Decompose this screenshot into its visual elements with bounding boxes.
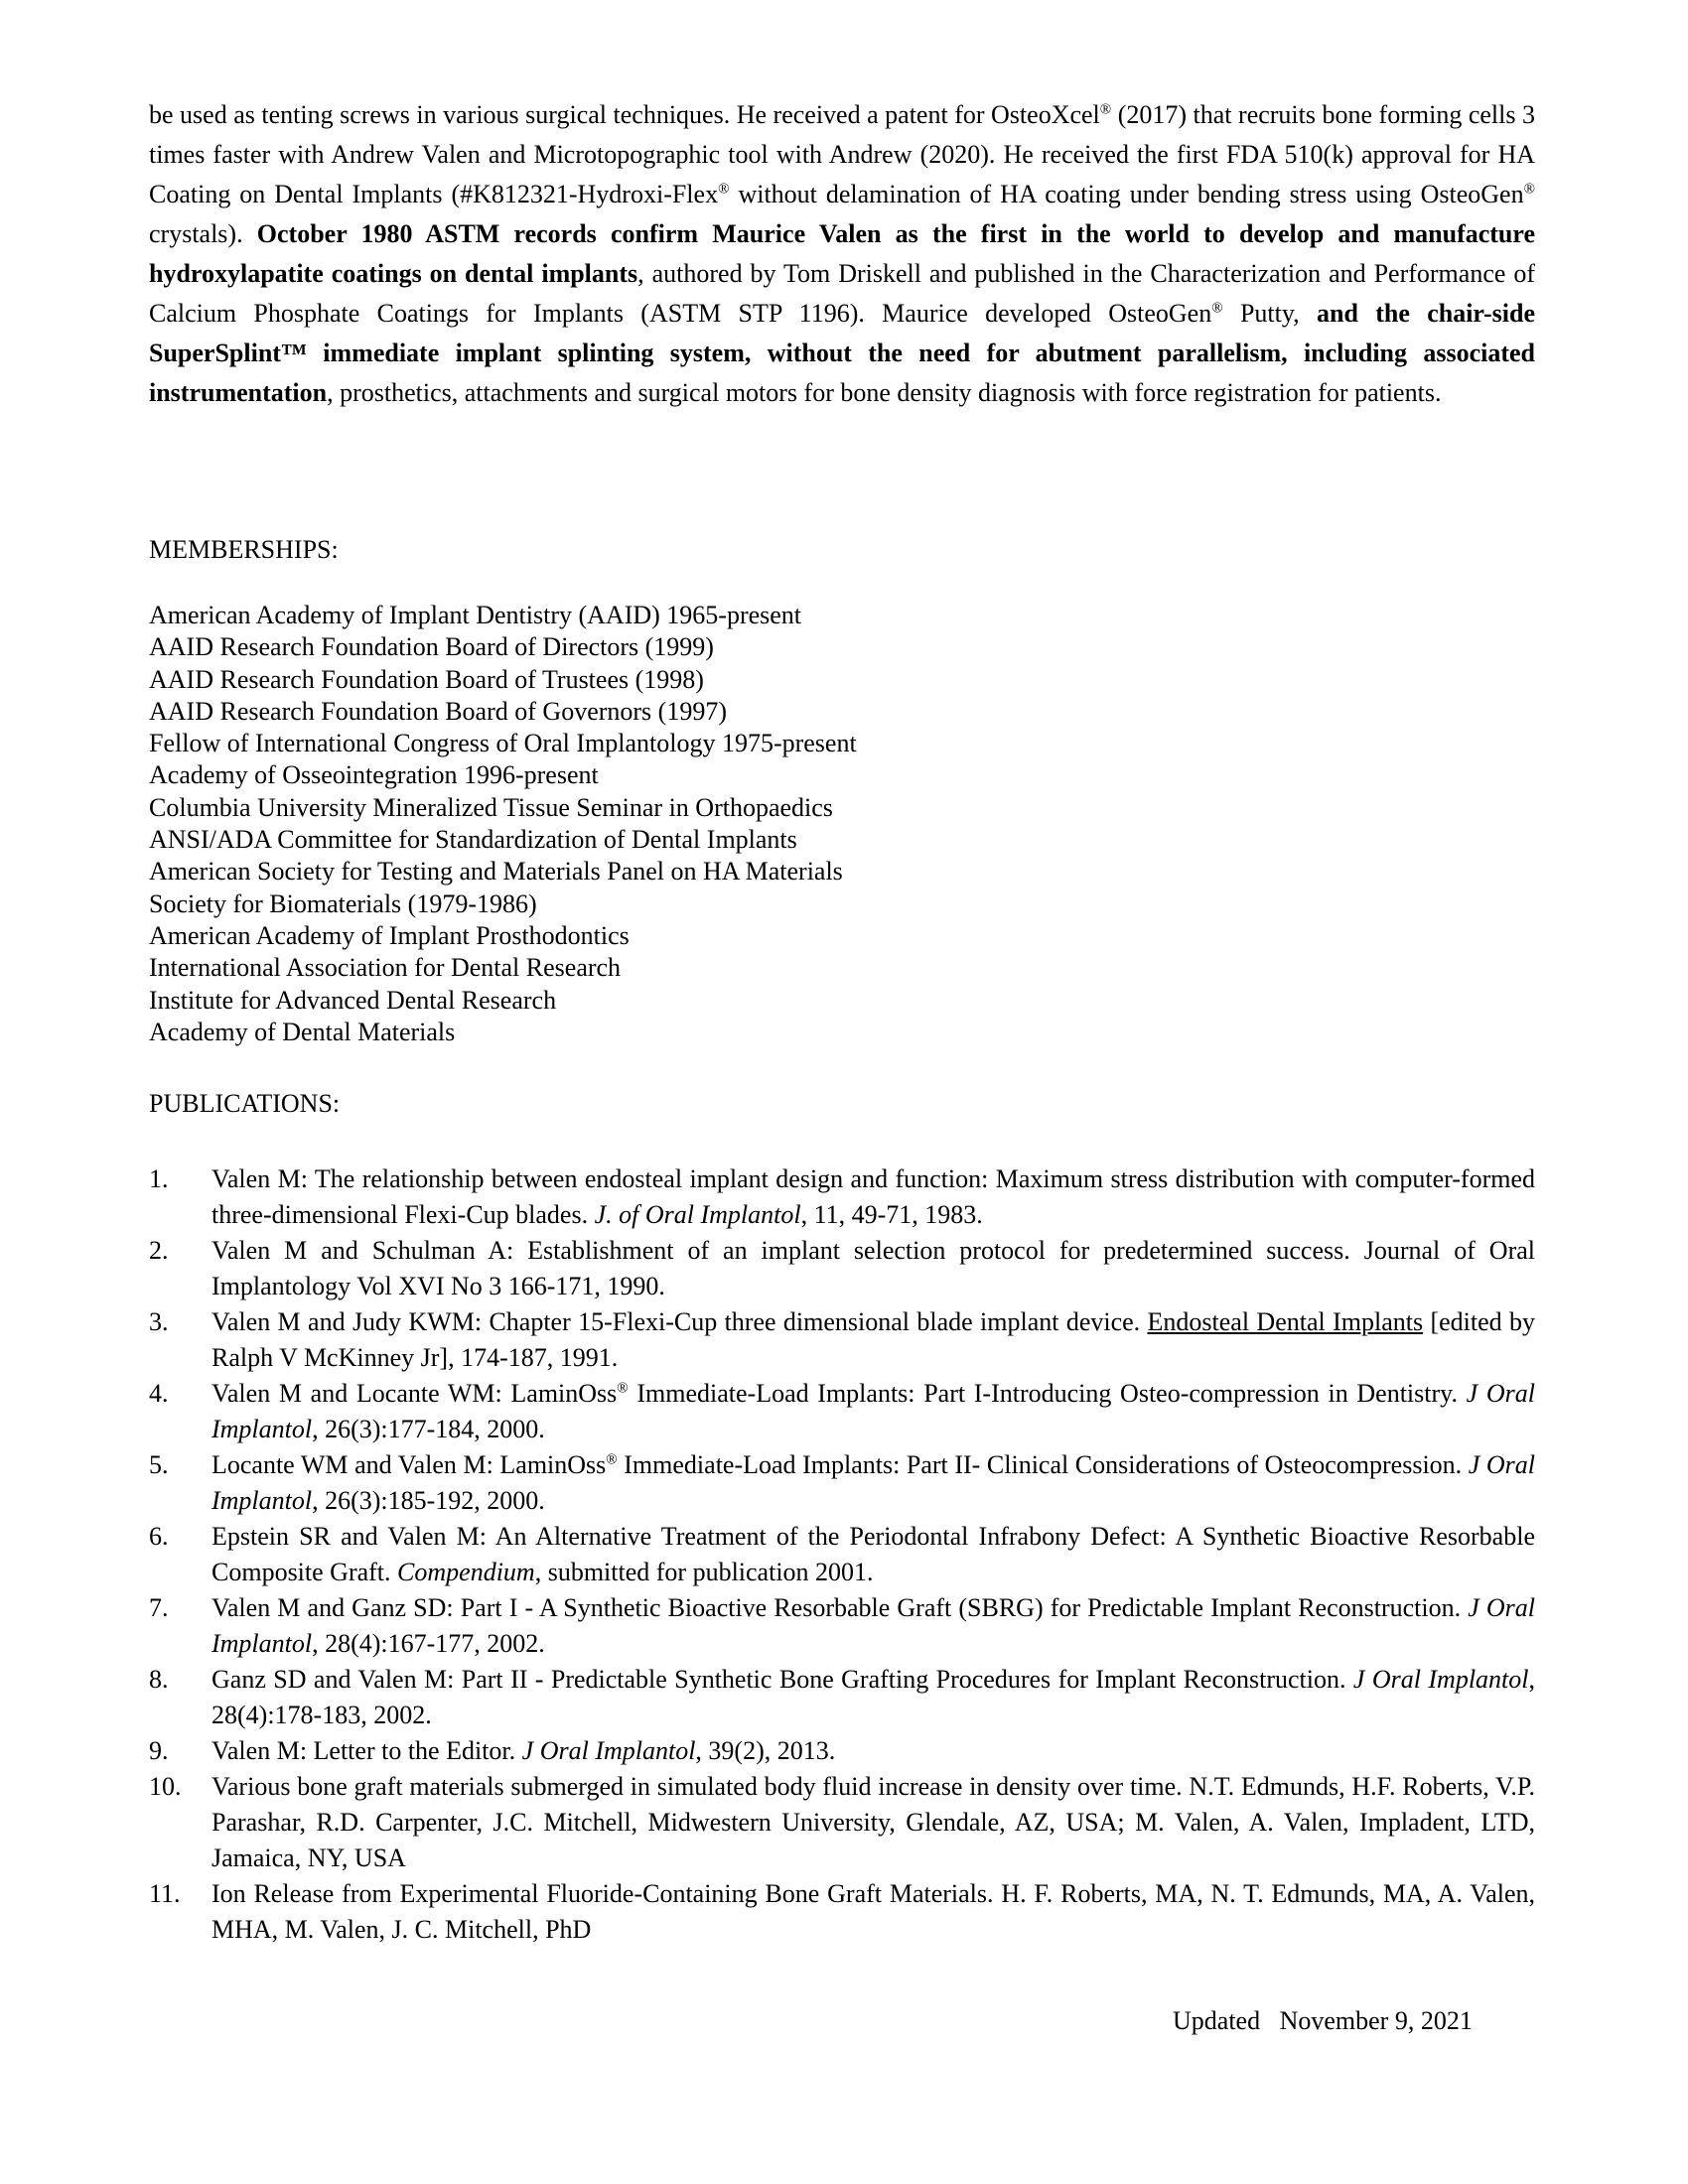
publication-item: [149, 1519, 1535, 1590]
publication-item: [149, 1161, 1535, 1233]
updated-date: Updated November 9, 2021: [1173, 2006, 1473, 2035]
publication-citation: [211, 1161, 1535, 1233]
citation-text: Locante WM and Valen M: LaminOss: [211, 1450, 607, 1479]
intro-text: Putty,: [1222, 299, 1317, 328]
publication-number: 9.: [149, 1736, 169, 1765]
publications-heading: PUBLICATIONS:: [149, 1089, 341, 1118]
publication-citation: [211, 1769, 1535, 1876]
membership-item: Academy of Dental Materials: [149, 1017, 456, 1046]
journal-name: J Oral Implantol: [211, 1450, 1535, 1515]
memberships-heading: MEMBERSHIPS:: [149, 535, 339, 564]
citation-text: Valen M: The relationship between endosteal implant design and function: Maximum stress distribution with computer-formed three-dimensional Flexi-Cup blades.: [211, 1164, 1535, 1229]
citation-text: Valen M and Judy KWM: Chapter 15-Flexi-Cup three dimensional blade implant device.: [211, 1307, 1148, 1336]
publication-number: 8.: [149, 1665, 169, 1694]
publication-item: [149, 1662, 1535, 1733]
publication-number: 7.: [149, 1593, 169, 1622]
publication-citation: [211, 1376, 1535, 1447]
citation-text: Valen M: Letter to the Editor.: [211, 1736, 522, 1765]
citation-text: Ganz SD and Valen M: Part II - Predictable Synthetic Bone Grafting Procedures for Implant Reconstruction.: [211, 1665, 1353, 1694]
publication-citation: [211, 1233, 1535, 1304]
publication-citation: [211, 1662, 1535, 1733]
citation-text: , 28(4):178-183, 2002.: [211, 1665, 1535, 1729]
citation-text: , 26(3):177-184, 2000.: [312, 1415, 545, 1443]
membership-item: American Academy of Implant Prosthodontics: [149, 920, 630, 950]
journal-name: J Oral Implantol: [1352, 1665, 1529, 1694]
citation-text: , 39(2), 2013.: [695, 1736, 836, 1765]
citation-text: , 11, 49-71, 1983.: [800, 1200, 983, 1229]
intro-text: be used as tenting screws in various surgical techniques. He received a patent for OsteoXcel: [149, 100, 1100, 129]
publication-number: 3.: [149, 1307, 169, 1336]
journal-name: J. of Oral Implantol: [594, 1200, 801, 1229]
journal-name: J Oral Implantol: [521, 1736, 696, 1765]
citation-text: Valen M and Schulman A: Establishment of an implant selection protocol for predetermined success. Journal of Oral Implantology Vol XVI No 3 166-171, 1990.: [211, 1236, 1535, 1300]
memberships-list: [149, 600, 857, 1048]
citation-text: Valen M and Ganz SD: Part I - A Synthetic Bioactive Resorbable Graft (SBRG) for Predictable Implant Reconstruction.: [211, 1593, 1469, 1622]
publication-item: [149, 1876, 1535, 1948]
publication-citation: [211, 1519, 1535, 1590]
publication-item: [149, 1447, 1535, 1519]
membership-item: Fellow of International Congress of Oral Implantology 1975-present: [149, 729, 857, 758]
membership-item: International Association for Dental Research: [149, 953, 622, 983]
publication-citation: [211, 1733, 1535, 1769]
publication-item: [149, 1769, 1535, 1876]
document-page: [149, 95, 1536, 1944]
membership-item: American Academy of Implant Dentistry (AAID) 1965-present: [149, 601, 802, 629]
publications-list: [149, 1161, 1535, 1948]
journal-name: J Oral Implantol: [211, 1379, 1535, 1443]
membership-item: Columbia University Mineralized Tissue Seminar in Orthopaedics: [149, 792, 833, 822]
publication-item: [149, 1733, 1535, 1769]
citation-text: Immediate-Load Implants: Part II- Clinical Considerations of Osteocompression.: [617, 1450, 1469, 1479]
citation-text: Immediate-Load Implants: Part I-Introducing Osteo-compression in Dentistry.: [628, 1379, 1467, 1408]
membership-item: Institute for Advanced Dental Research: [149, 985, 557, 1015]
registered-mark: ®: [1099, 101, 1112, 118]
membership-item: AAID Research Foundation Board of Trustees (1998): [149, 664, 704, 694]
publication-item: [149, 1376, 1535, 1447]
membership-item: American Society for Testing and Materials Panel on HA Materials: [149, 857, 843, 887]
intro-text: (2017) that recruits bone forming cells 3 times faster with Andrew Valen and Microtopographic tool with Andrew (2020). He received the first FDA 510(k) approval for HA Coating on Dental Implants (#K812321-Hydroxi-Flex: [149, 100, 1535, 208]
publication-number: 6.: [149, 1522, 169, 1551]
membership-item: AAID Research Foundation Board of Governors (1997): [149, 696, 727, 726]
membership-item: AAID Research Foundation Board of Directors (1999): [149, 632, 714, 662]
citation-text: Valen M and Locante WM: LaminOss: [211, 1379, 618, 1408]
publication-number: 2.: [149, 1236, 169, 1265]
citation-text: , submitted for publication 2001.: [534, 1558, 874, 1586]
publication-citation: [211, 1876, 1535, 1948]
citation-text: , 26(3):185-192, 2000.: [312, 1486, 545, 1515]
publication-item: [149, 1304, 1535, 1376]
journal-name: Compendium: [397, 1558, 535, 1586]
intro-text: without delamination of HA coating under bending stress using OsteoGen: [729, 180, 1524, 208]
registered-mark: ®: [1211, 300, 1223, 317]
publication-citation: [211, 1304, 1535, 1376]
intro-text: , prosthetics, attachments and surgical motors for bone density diagnosis with force registration for patients.: [327, 378, 1442, 407]
registered-mark: ®: [606, 1451, 618, 1468]
publication-number: 11.: [149, 1879, 181, 1908]
intro-paragraph: [149, 95, 1535, 413]
publication-number: 10.: [149, 1772, 182, 1801]
publication-item: [149, 1590, 1535, 1662]
citation-text: Various bone graft materials submerged in simulated body fluid increase in density over time. N.T. Edmunds, H.F. Roberts, V.P. Parashar, R.D. Carpenter, J.C. Mitchell, Midwestern University, Glendale, AZ, USA; M. Valen, A. Valen, Impladent, LTD, Jamaica, NY, USA: [211, 1772, 1535, 1872]
registered-mark: ®: [718, 181, 730, 198]
journal-name: J Oral Implantol: [211, 1593, 1535, 1658]
citation-text: Epstein SR and Valen M: An Alternative Treatment of the Periodontal Infrabony Defect: A Synthetic Bioactive Resorbable Composite Graft.: [211, 1522, 1535, 1586]
publication-number: 1.: [149, 1164, 169, 1193]
intro-bold-text: October 1980 ASTM records confirm Maurice Valen as the first in the world to develop and manufacture hydroxylapatite coatings on dental implants: [149, 219, 1535, 288]
publication-number: 4.: [149, 1379, 169, 1408]
membership-item: ANSI/ADA Committee for Standardization of Dental Implants: [149, 825, 797, 855]
membership-item: Academy of Osseointegration 1996-present: [149, 760, 599, 790]
intro-text: , authored by Tom Driskell and published in the Characterization and Performance of Calcium Phosphate Coatings for Implants (ASTM STP 1196). Maurice developed OsteoGen: [149, 259, 1535, 328]
registered-mark: ®: [617, 1380, 629, 1397]
publication-citation: [211, 1447, 1535, 1519]
book-title: Endosteal Dental Implants: [1147, 1307, 1424, 1336]
registered-mark: ®: [1523, 181, 1535, 198]
publication-item: [149, 1233, 1535, 1304]
citation-text: , 28(4):167-177, 2002.: [312, 1629, 545, 1658]
publication-citation: [211, 1590, 1535, 1662]
publication-number: 5.: [149, 1450, 169, 1479]
membership-item: Society for Biomaterials (1979-1986): [149, 888, 537, 918]
intro-bold-text: and the chair-side SuperSplint™ immediate implant splinting system, without the need for abutment parallelism, including associated instrumentation: [149, 299, 1536, 407]
citation-text: [edited by Ralph V McKinney Jr], 174-187, 1991.: [211, 1307, 1535, 1372]
citation-text: Ion Release from Experimental Fluoride-Containing Bone Graft Materials. H. F. Roberts, MA, N. T. Edmunds, MA, A. Valen, MHA, M. Valen, J. C. Mitchell, PhD: [211, 1879, 1535, 1944]
intro-text: crystals).: [149, 219, 257, 248]
